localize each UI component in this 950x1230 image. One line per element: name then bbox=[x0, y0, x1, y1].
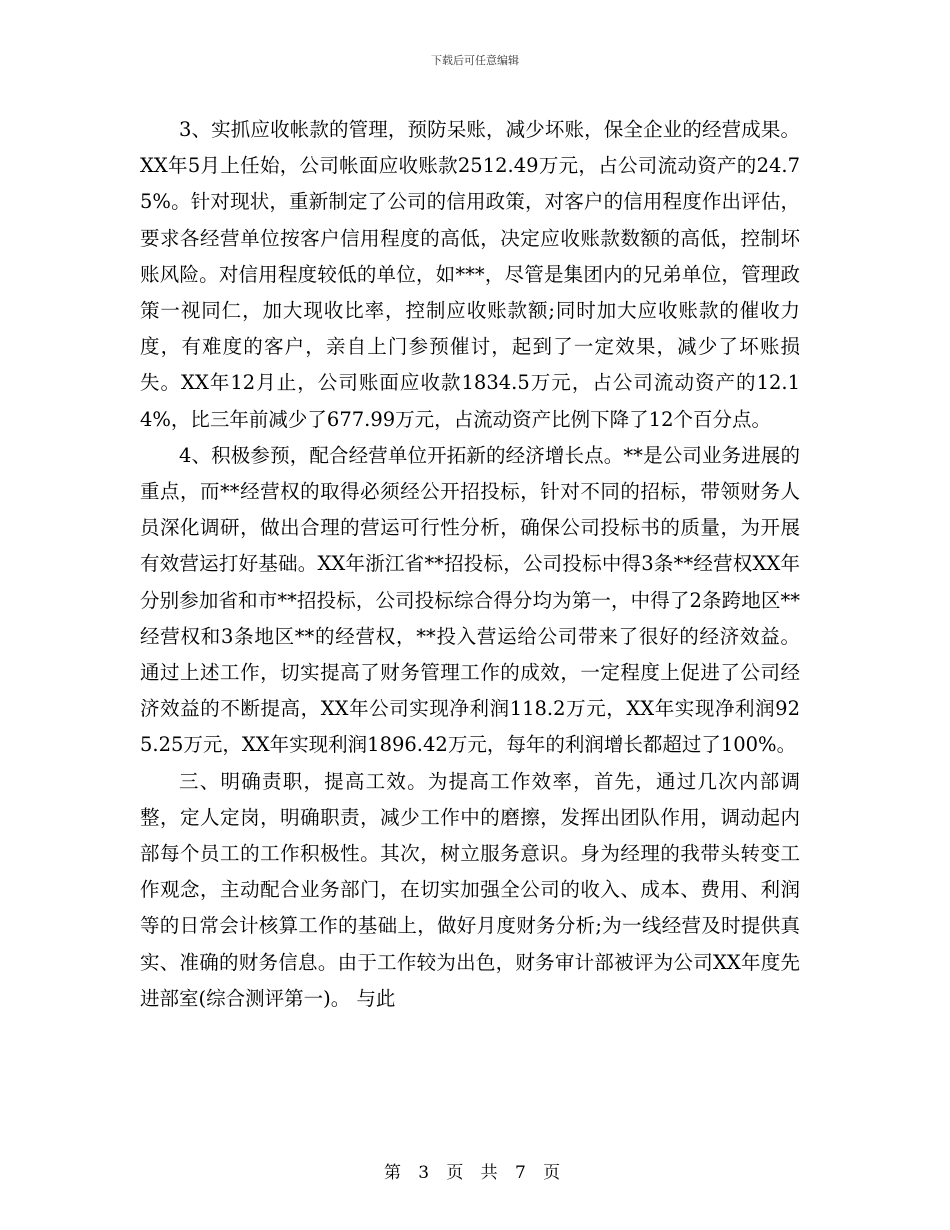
paragraph-receivables: 3、实抓应收帐款的管理，预防呆账，减少坏账，保全企业的经营成果。XX年5月上任始，公司帐面应收账款2512.49万元，占公司流动资产的24.75%。针对现状，重新制定了公司的信用政策，对客户的信用程度作出评估，要求各经营单位按客户信用程度的高低，决定应收账款数额的高低，控制坏账风险。对信用程度较低的单位，如***，尽管是集团内的兄弟单位，管理政策一视同仁，加大现收比率，控制应收账款额;同时加大应收账款的催收力度，有难度的客户，亲自上门参预催讨，起到了一定效果，减少了坏账损失。XX年12月止，公司账面应收款1834.5万元，占公司流动资产的12.14%，比三年前减少了677.99万元，占流动资产比例下降了12个百分点。 bbox=[140, 118, 800, 431]
page-header-note: 下载后可任意编辑 bbox=[431, 54, 519, 67]
page-number-footer: 第 3 页 共 7 页 bbox=[383, 1163, 567, 1183]
document-body bbox=[140, 112, 800, 1017]
paragraph-responsibilities: 三、明确责职，提高工效。为提高工作效率，首先，通过几次内部调整，定人定岗，明确职责，减少工作中的磨擦，发挥出团队作用，调动起内部每个员工的工作积极性。其次，树立服务意识。身为经理的我带头转变工作观念，主动配合业务部门，在切实加强全公司的收入、成本、费用、利润等的日常会计核算工作的基础上，做好月度财务分析;为一线经营及时提供真实、准确的财务信息。由于工作较为出色，财务审计部被评为公司XX年度先进部室(综合测评第一)。 与此 bbox=[140, 769, 800, 1010]
paragraph-growth-points: 4、积极参预，配合经营单位开拓新的经济增长点。**是公司业务进展的重点，而**经营权的取得必须经公开招投标，针对不同的招标，带领财务人员深化调研，做出合理的营运可行性分析，确保公司投标书的质量，为开展有效营运打好基础。XX年浙江省**招投标，公司投标中得3条**经营权XX年分别参加省和市**招投标，公司投标综合得分均为第一，中得了2条跨地区**经营权和3条地区**的经营权，**投入营运给公司带来了很好的经济效益。 通过上述工作，切实提高了财务管理工作的成效，一定程度上促进了公司经济效益的不断提高，XX年公司实现净利润118.2万元，XX年实现净利润925.25万元，XX年实现利润1896.42万元，每年的利润增长都超过了100%。 bbox=[140, 443, 800, 757]
